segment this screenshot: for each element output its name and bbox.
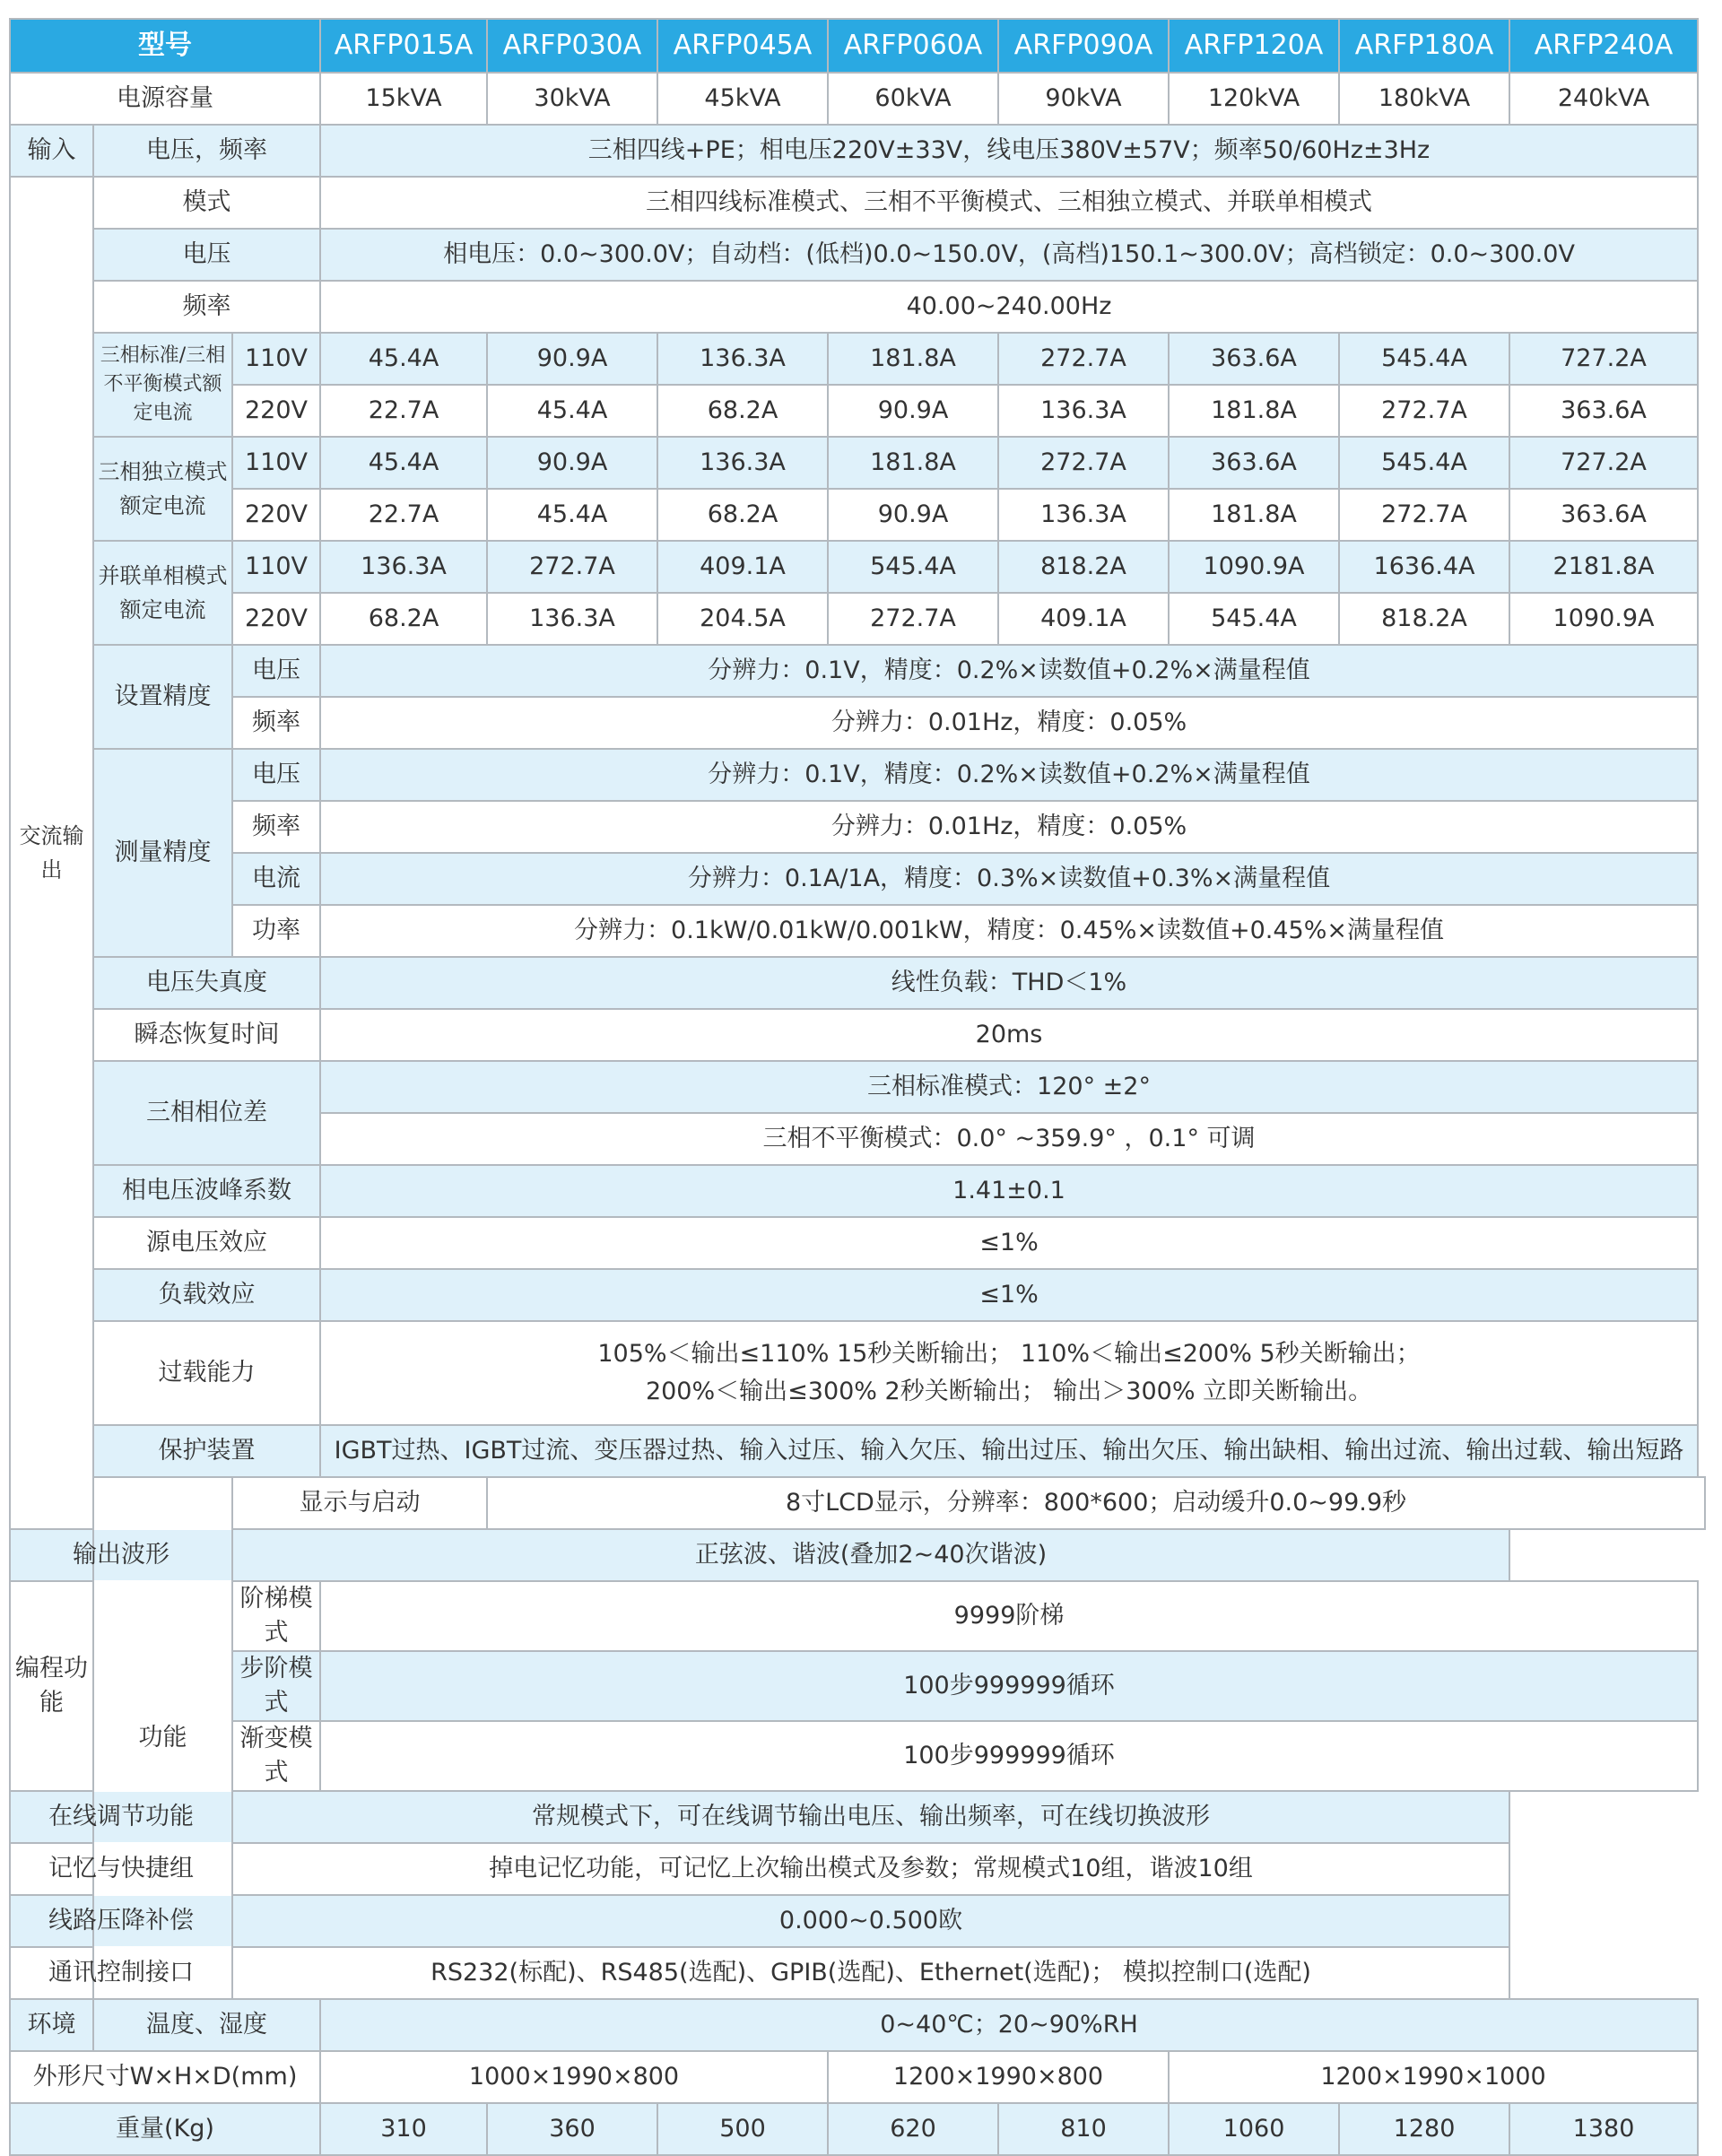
weight-value: 310 (320, 2103, 487, 2155)
overload-label: 过载能力 (93, 1321, 320, 1425)
comm-value: RS232(标配)、RS485(选配)、GPIB(选配)、Ethernet(选配)； 模拟控制口(选配) (232, 1947, 1509, 1999)
comm-label: 通讯控制接口 (10, 1947, 232, 1999)
weight-row (10, 2103, 1705, 2155)
current-value: 818.2A (998, 541, 1169, 593)
capacity-value: 15kVA (320, 73, 487, 125)
current-value: 136.3A (998, 489, 1169, 541)
current-value: 409.1A (998, 593, 1169, 645)
current-value: 136.3A (320, 541, 487, 593)
current-value: 68.2A (657, 489, 828, 541)
weight-label: 重量(Kg) (10, 2103, 320, 2155)
overload-line: 200%＜输出≤300% 2秒关断输出； 输出＞300% 立即关断输出。 (645, 1378, 1373, 1405)
model-name: ARFP060A (828, 19, 998, 73)
functions-group-label: 功能 (93, 1477, 232, 1999)
spec-table (9, 18, 1706, 2156)
set-accuracy-sub: 电压 (232, 645, 320, 697)
weight-value: 500 (657, 2103, 828, 2155)
program-row (10, 1581, 1705, 1651)
meas-accuracy-sub: 电流 (232, 853, 320, 905)
capacity-label: 电源容量 (10, 73, 320, 125)
program-row (10, 1721, 1705, 1791)
program-value: 100步999999循环 (320, 1721, 1698, 1791)
set-accuracy-value: 分辨力：0.1V，精度：0.2%×读数值+0.2%×满量程值 (320, 645, 1698, 697)
current-value: 181.8A (1169, 385, 1339, 437)
voltage-level: 110V (232, 333, 320, 385)
memory-row (10, 1843, 1705, 1895)
weight-value: 810 (998, 2103, 1169, 2155)
line-reg-row (10, 1217, 1705, 1269)
program-row (10, 1651, 1705, 1721)
voltage-label: 电压 (93, 229, 320, 281)
voltage-value: 相电压：0.0~300.0V；自动档：(低档)0.0~150.0V，(高档)150.1~300.0V；高档锁定：0.0~300.0V (320, 229, 1698, 281)
meas-accuracy-label: 测量精度 (93, 749, 232, 957)
line-reg-value: ≤1% (320, 1217, 1698, 1269)
current-value: 181.8A (828, 437, 998, 489)
display-label: 显示与启动 (232, 1477, 487, 1529)
overload-value (320, 1321, 1698, 1425)
environment-label: 温度、湿度 (93, 1999, 320, 2051)
load-reg-row (10, 1269, 1705, 1321)
transient-label: 瞬态恢复时间 (93, 1009, 320, 1061)
program-value: 9999阶梯 (320, 1581, 1698, 1651)
set-accuracy-value: 分辨力：0.01Hz，精度：0.05% (320, 697, 1698, 749)
capacity-row (10, 73, 1705, 125)
weight-value: 1060 (1169, 2103, 1339, 2155)
current-value: 181.8A (1169, 489, 1339, 541)
crest-value: 1.41±0.1 (320, 1165, 1698, 1217)
current-value: 22.7A (320, 489, 487, 541)
waveform-row (10, 1529, 1705, 1581)
current-value: 272.7A (828, 593, 998, 645)
current-std-label: 三相标准/三相不平衡模式额定电流 (93, 333, 232, 437)
current-value: 136.3A (998, 385, 1169, 437)
model-name: ARFP015A (320, 19, 487, 73)
crest-row (10, 1165, 1705, 1217)
capacity-value: 60kVA (828, 73, 998, 125)
ac-output-group-label: 交流输出 (10, 177, 93, 1529)
load-reg-label: 负载效应 (93, 1269, 320, 1321)
current-value: 272.7A (998, 333, 1169, 385)
capacity-value: 120kVA (1169, 73, 1339, 125)
current-ind-label: 三相独立模式额定电流 (93, 437, 232, 541)
current-value: 90.9A (487, 333, 657, 385)
set-accuracy-row (10, 645, 1705, 697)
comp-label: 线路压降补偿 (10, 1895, 232, 1947)
protection-row (10, 1425, 1705, 1477)
phase-row (10, 1061, 1705, 1113)
voltage-level: 110V (232, 437, 320, 489)
mode-value: 三相四线标准模式、三相不平衡模式、三相独立模式、并联单相模式 (320, 177, 1698, 229)
mode-row (10, 177, 1705, 229)
online-value: 常规模式下，可在线调节输出电压、输出频率，可在线切换波形 (232, 1791, 1509, 1843)
current-value: 204.5A (657, 593, 828, 645)
comm-row (10, 1947, 1705, 1999)
current-value: 1090.9A (1169, 541, 1339, 593)
dimensions-value: 1000×1990×800 (320, 2051, 828, 2103)
current-value: 363.6A (1509, 385, 1698, 437)
current-par-label: 并联单相模式额定电流 (93, 541, 232, 645)
current-value: 272.7A (487, 541, 657, 593)
environment-group-label: 环境 (10, 1999, 93, 2051)
waveform-value: 正弦波、谐波(叠加2~40次谐波) (232, 1529, 1509, 1581)
current-par-row (10, 593, 1705, 645)
set-accuracy-sub: 频率 (232, 697, 320, 749)
voltage-level: 220V (232, 489, 320, 541)
waveform-label: 输出波形 (10, 1529, 232, 1581)
voltage-level: 110V (232, 541, 320, 593)
current-value: 136.3A (657, 333, 828, 385)
current-par-row (10, 541, 1705, 593)
current-std-row (10, 385, 1705, 437)
current-value: 363.6A (1169, 333, 1339, 385)
input-row (10, 125, 1705, 177)
meas-accuracy-row (10, 749, 1705, 801)
frequency-label: 频率 (93, 281, 320, 333)
comp-value: 0.000~0.500欧 (232, 1895, 1509, 1947)
current-value: 136.3A (487, 593, 657, 645)
model-name: ARFP240A (1509, 19, 1698, 73)
current-ind-row (10, 437, 1705, 489)
current-value: 68.2A (657, 385, 828, 437)
thd-label: 电压失真度 (93, 957, 320, 1009)
meas-accuracy-value: 分辨力：0.01Hz，精度：0.05% (320, 801, 1698, 853)
protection-label: 保护装置 (93, 1425, 320, 1477)
program-label: 编程功能 (10, 1581, 93, 1791)
dimensions-label: 外形尺寸W×H×D(mm) (10, 2051, 320, 2103)
current-value: 409.1A (657, 541, 828, 593)
weight-value: 1280 (1339, 2103, 1509, 2155)
current-value: 68.2A (320, 593, 487, 645)
input-group-label: 输入 (10, 125, 93, 177)
dimensions-row (10, 2051, 1705, 2103)
current-value: 272.7A (998, 437, 1169, 489)
dimensions-value: 1200×1990×1000 (1169, 2051, 1698, 2103)
current-value: 363.6A (1509, 489, 1698, 541)
environment-row (10, 1999, 1705, 2051)
environment-value: 0~40℃；20~90%RH (320, 1999, 1698, 2051)
phase-value: 三相标准模式：120° ±2° (320, 1061, 1698, 1113)
display-value: 8寸LCD显示，分辨率：800*600；启动缓升0.0~99.9秒 (487, 1477, 1705, 1529)
current-value: 545.4A (1339, 333, 1509, 385)
current-value: 45.4A (320, 437, 487, 489)
current-value: 1090.9A (1509, 593, 1698, 645)
header-row (10, 19, 1705, 73)
current-value: 363.6A (1169, 437, 1339, 489)
set-accuracy-row (10, 697, 1705, 749)
capacity-value: 90kVA (998, 73, 1169, 125)
input-value: 三相四线+PE；相电压220V±33V，线电压380V±57V；频率50/60Hz±3Hz (320, 125, 1698, 177)
voltage-row (10, 229, 1705, 281)
line-reg-label: 源电压效应 (93, 1217, 320, 1269)
header-label: 型号 (10, 19, 320, 73)
current-value: 545.4A (828, 541, 998, 593)
current-value: 545.4A (1169, 593, 1339, 645)
transient-row (10, 1009, 1705, 1061)
current-value: 22.7A (320, 385, 487, 437)
current-ind-row (10, 489, 1705, 541)
overload-row (10, 1321, 1705, 1425)
model-name: ARFP045A (657, 19, 828, 73)
current-value: 90.9A (487, 437, 657, 489)
voltage-level: 220V (232, 385, 320, 437)
weight-value: 1380 (1509, 2103, 1698, 2155)
current-value: 727.2A (1509, 333, 1698, 385)
thd-row (10, 957, 1705, 1009)
meas-accuracy-row (10, 905, 1705, 957)
weight-value: 360 (487, 2103, 657, 2155)
frequency-row (10, 281, 1705, 333)
meas-accuracy-value: 分辨力：0.1kW/0.01kW/0.001kW，精度：0.45%×读数值+0.45%×满量程值 (320, 905, 1698, 957)
current-value: 45.4A (487, 489, 657, 541)
protection-value: IGBT过热、IGBT过流、变压器过热、输入过压、输入欠压、输出过压、输出欠压、输出缺相、输出过流、输出过载、输出短路 (320, 1425, 1698, 1477)
current-std-row (10, 333, 1705, 385)
current-value: 136.3A (657, 437, 828, 489)
current-value: 2181.8A (1509, 541, 1698, 593)
meas-accuracy-value: 分辨力：0.1A/1A，精度：0.3%×读数值+0.3%×满量程值 (320, 853, 1698, 905)
load-reg-value: ≤1% (320, 1269, 1698, 1321)
capacity-value: 45kVA (657, 73, 828, 125)
memory-value: 掉电记忆功能，可记忆上次输出模式及参数；常规模式10组，谐波10组 (232, 1843, 1509, 1895)
meas-accuracy-sub: 功率 (232, 905, 320, 957)
thd-value: 线性负载：THD＜1% (320, 957, 1698, 1009)
model-name: ARFP120A (1169, 19, 1339, 73)
online-label: 在线调节功能 (10, 1791, 232, 1843)
current-value: 1636.4A (1339, 541, 1509, 593)
meas-accuracy-value: 分辨力：0.1V，精度：0.2%×读数值+0.2%×满量程值 (320, 749, 1698, 801)
program-sub: 阶梯模式 (232, 1581, 320, 1651)
overload-line: 105%＜输出≤110% 15秒关断输出； 110%＜输出≤200% 5秒关断输出； (597, 1340, 1421, 1368)
mode-label: 模式 (93, 177, 320, 229)
phase-value: 三相不平衡模式：0.0° ~359.9° ，0.1° 可调 (320, 1113, 1698, 1165)
current-value: 181.8A (828, 333, 998, 385)
input-label: 电压，频率 (93, 125, 320, 177)
meas-accuracy-row (10, 801, 1705, 853)
capacity-value: 30kVA (487, 73, 657, 125)
program-sub: 渐变模式 (232, 1721, 320, 1791)
weight-value: 620 (828, 2103, 998, 2155)
current-value: 272.7A (1339, 385, 1509, 437)
current-value: 90.9A (828, 489, 998, 541)
current-value: 272.7A (1339, 489, 1509, 541)
meas-accuracy-sub: 电压 (232, 749, 320, 801)
dimensions-value: 1200×1990×800 (828, 2051, 1169, 2103)
current-value: 90.9A (828, 385, 998, 437)
crest-label: 相电压波峰系数 (93, 1165, 320, 1217)
frequency-value: 40.00~240.00Hz (320, 281, 1698, 333)
transient-value: 20ms (320, 1009, 1698, 1061)
set-accuracy-label: 设置精度 (93, 645, 232, 749)
phase-label: 三相相位差 (93, 1061, 320, 1165)
current-value: 818.2A (1339, 593, 1509, 645)
capacity-value: 180kVA (1339, 73, 1509, 125)
program-value: 100步999999循环 (320, 1651, 1698, 1721)
meas-accuracy-row (10, 853, 1705, 905)
memory-label: 记忆与快捷组 (10, 1843, 232, 1895)
model-name: ARFP090A (998, 19, 1169, 73)
online-row (10, 1791, 1705, 1843)
model-name: ARFP180A (1339, 19, 1509, 73)
current-value: 45.4A (487, 385, 657, 437)
program-sub: 步阶模式 (232, 1651, 320, 1721)
current-value: 545.4A (1339, 437, 1509, 489)
current-value: 45.4A (320, 333, 487, 385)
comp-row (10, 1895, 1705, 1947)
meas-accuracy-sub: 频率 (232, 801, 320, 853)
current-value: 727.2A (1509, 437, 1698, 489)
display-row (10, 1477, 1705, 1529)
capacity-value: 240kVA (1509, 73, 1698, 125)
model-name: ARFP030A (487, 19, 657, 73)
voltage-level: 220V (232, 593, 320, 645)
